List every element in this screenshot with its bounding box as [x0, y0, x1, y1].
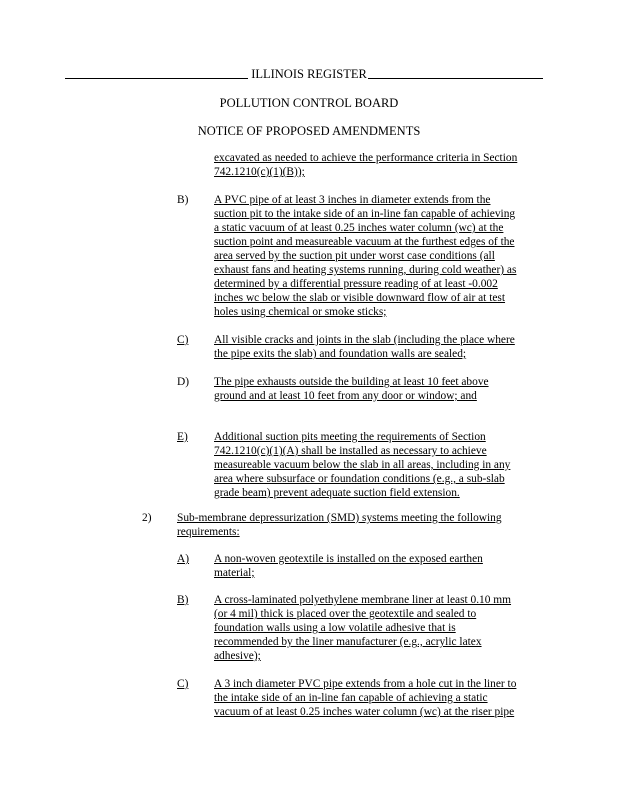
- item-b-line-1: A PVC pipe of at least 3 inches in diameter extends from the: [214, 194, 491, 206]
- register-title: ILLINOIS REGISTER: [251, 67, 367, 81]
- item-c2-line-3: vacuum of at least 0.25 inches water column (wc) at the riser pipe: [214, 706, 515, 718]
- item-e-line-4: area where subsurface or foundation conditions (e.g., a sub-slab: [214, 473, 505, 485]
- item-b-line-2: suction pit to the intake side of an in-line fan capable of achieving: [214, 208, 516, 220]
- item-b-line-3: a static vacuum of at least 0.25 inches water column (wc) at the: [214, 222, 504, 234]
- item-label-c: C): [177, 334, 189, 346]
- continuation-line-2: 742.1210(c)(1)(B));: [214, 166, 305, 178]
- item-d-line-1: The pipe exhausts outside the building at least 10 feet above: [214, 376, 489, 388]
- item-b-line-8: inches wc below the slab or visible downward flow of air at test: [214, 292, 506, 304]
- item-label-c2: C): [177, 678, 189, 690]
- item-b-line-6: exhaust fans and heating systems running, during cold weather) as: [214, 264, 517, 276]
- item-c2-line-1: A 3 inch diameter PVC pipe extends from a hole cut in the liner to: [214, 678, 517, 690]
- item-a2-line-2: material;: [214, 567, 255, 579]
- item-b-line-4: suction point and measureable vacuum at the furthest edges of the: [214, 236, 515, 248]
- item-label-d: D): [177, 376, 190, 388]
- continuation-line-1: excavated as needed to achieve the performance criteria in Section: [214, 152, 518, 164]
- header-rule-left: [65, 78, 248, 79]
- item-2-line-2: requirements:: [177, 526, 240, 538]
- item-b2-line-3: foundation walls using a low volatile adhesive that is: [214, 622, 456, 634]
- item-a2-line-1: A non-woven geotextile is installed on the exposed earthen: [214, 553, 483, 565]
- notice-title: NOTICE OF PROPOSED AMENDMENTS: [197, 124, 421, 138]
- item-label-e: E): [177, 431, 188, 443]
- item-e-line-1: Additional suction pits meeting the requirements of Section: [214, 431, 486, 443]
- item-b-line-7: determined by a differential pressure reading of at least -0.002: [214, 278, 498, 290]
- item-b2-line-4: recommended by the liner manufacturer (e.g., acrylic latex: [214, 636, 482, 648]
- board-title: POLLUTION CONTROL BOARD: [219, 96, 399, 110]
- item-c-line-2: the pipe exits the slab) and foundation walls are sealed;: [214, 348, 467, 360]
- item-c-line-1: All visible cracks and joints in the slab (including the place where: [214, 334, 515, 346]
- item-e-line-3: measureable vacuum below the slab in all areas, including in any: [214, 459, 511, 471]
- item-b2-line-1: A cross-laminated polyethylene membrane liner at least 0.10 mm: [214, 594, 512, 606]
- item-b2-line-5: adhesive);: [214, 650, 261, 662]
- item-label-b: B): [177, 194, 189, 206]
- item-e-line-2: 742.1210(c)(1)(A) shall be installed as necessary to achieve: [214, 445, 487, 457]
- item-label-b2: B): [177, 594, 189, 606]
- item-b2-line-2: (or 4 mil) thick is placed over the geotextile and sealed to: [214, 608, 477, 620]
- item-b-line-5: area served by the suction pit under worst case conditions (all: [214, 250, 495, 262]
- item-e-line-5: grade beam) prevent adequate suction field extension.: [214, 487, 460, 499]
- item-label-2: 2): [142, 512, 152, 524]
- item-label-a2: A): [177, 553, 190, 565]
- item-d-line-2: ground and at least 10 feet from any door or window; and: [214, 390, 477, 402]
- header-rule-right: [368, 78, 543, 79]
- item-b-line-9: holes using chemical or smoke sticks;: [214, 306, 387, 318]
- item-2-line-1: Sub-membrane depressurization (SMD) systems meeting the following: [177, 512, 502, 524]
- item-c2-line-2: the intake side of an in-line fan capable of achieving a static: [214, 692, 488, 704]
